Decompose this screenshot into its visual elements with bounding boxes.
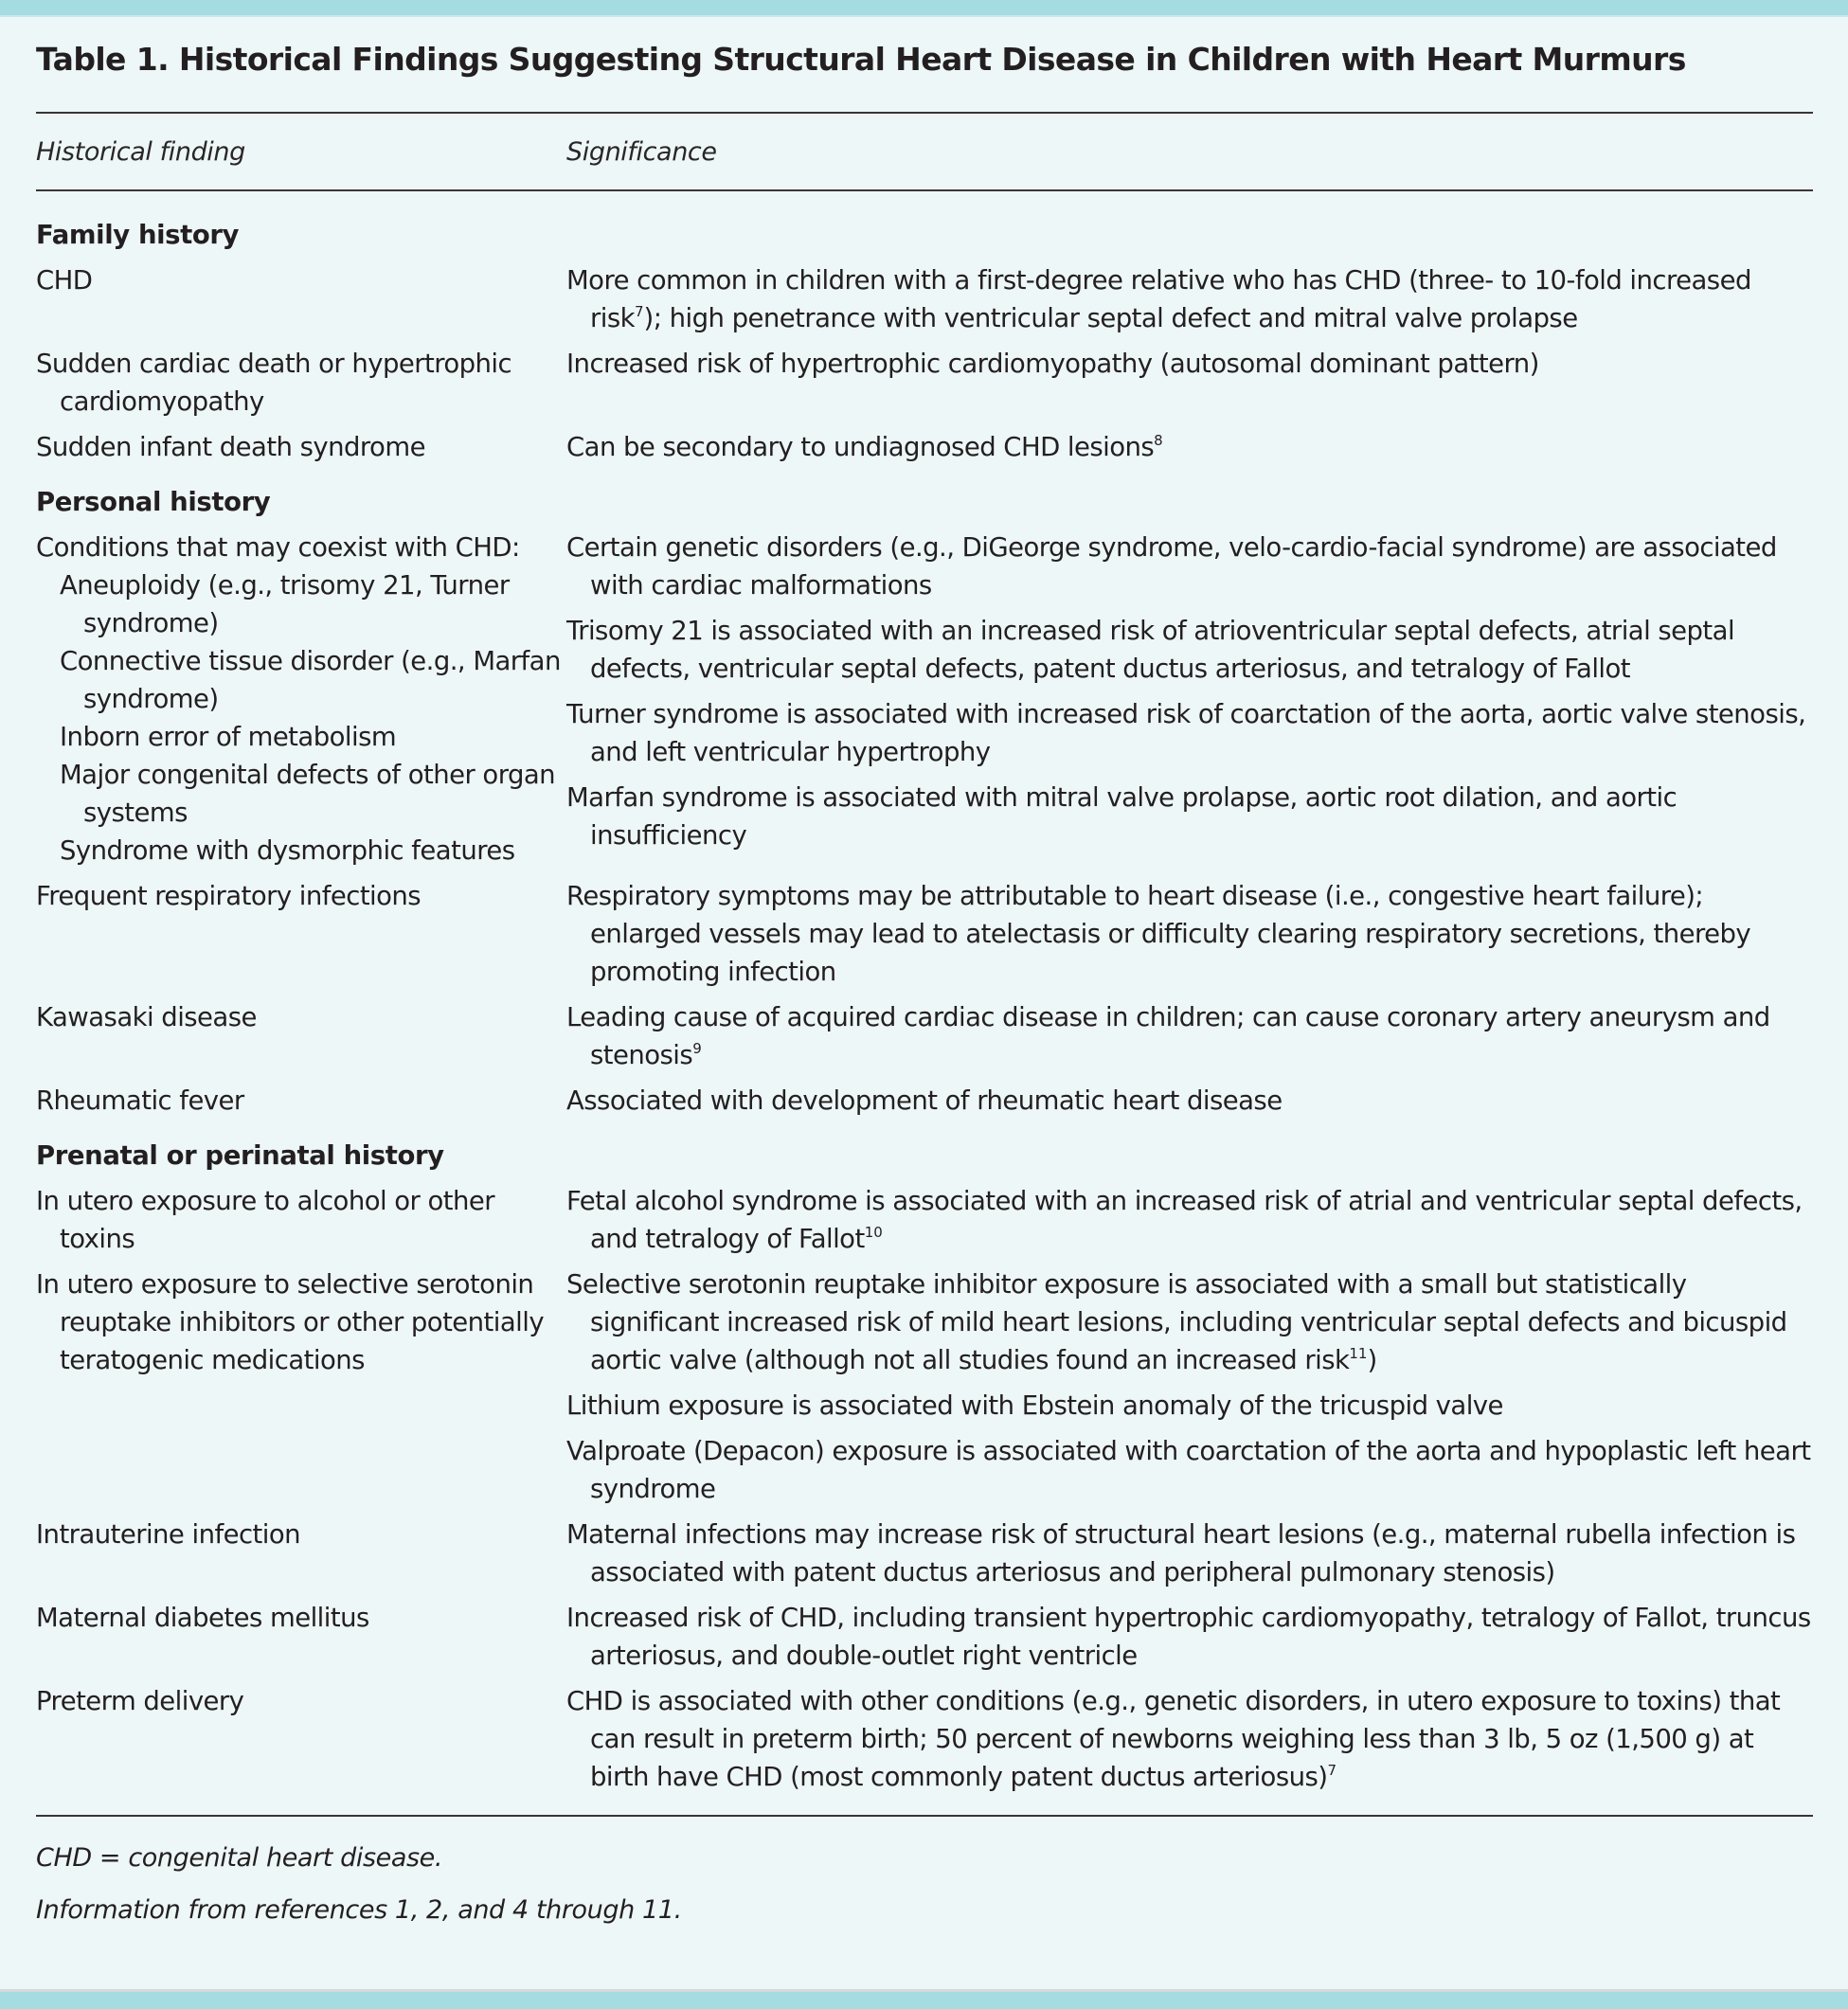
column-header-row bbox=[36, 114, 1813, 189]
significance-cell bbox=[566, 1082, 1813, 1120]
significance-main: Leading cause of acquired cardiac disease in children; can cause coronary artery aneurysm and stenosis bbox=[566, 1002, 1770, 1070]
significance-text bbox=[566, 1682, 1813, 1796]
finding-cell bbox=[36, 1265, 566, 1508]
significance-text bbox=[566, 428, 1813, 466]
significance-cell bbox=[566, 1182, 1813, 1258]
significance-cell bbox=[566, 345, 1813, 421]
section-heading: Personal history bbox=[36, 487, 271, 517]
table-row bbox=[36, 529, 1813, 870]
table-row bbox=[36, 1516, 1813, 1591]
footnote-abbreviation: CHD = congenital heart disease. bbox=[36, 1843, 443, 1873]
significance-main: Valproate (Depacon) exposure is associated with coarctation of the aorta and hypoplastic left heart syndrome bbox=[566, 1436, 1811, 1504]
significance-text bbox=[566, 1432, 1813, 1508]
significance-main: Selective serotonin reuptake inhibitor exposure is associated with a small but statistically significant increased risk of mild heart lesions, including ventricular septal defects and bicuspid aortic valve (although not all studies found an increased risk bbox=[566, 1269, 1787, 1375]
reference-superscript: 7 bbox=[1327, 1762, 1337, 1779]
table-body bbox=[36, 191, 1813, 1796]
finding-cell bbox=[36, 1082, 566, 1120]
significance-main: Respiratory symptoms may be attributable to heart disease (i.e., congestive heart failure); enlarged vessels may lead to atelectasis or difficulty clearing respiratory secretions, thereby promoting infection bbox=[566, 881, 1751, 987]
significance-cell bbox=[566, 1265, 1813, 1508]
significance-main: Trisomy 21 is associated with an increased risk of atrioventricular septal defects, atrial septal defects, ventricular septal defects, patent ductus arteriosus, and tetralogy of Fallot bbox=[566, 616, 1735, 684]
significance-cell bbox=[566, 1682, 1813, 1796]
significance-main: More common in children with a first-degree relative who has CHD (three- to 10-fold increased risk bbox=[566, 265, 1751, 333]
significance-text bbox=[566, 1516, 1813, 1591]
finding-text: Frequent respiratory infections bbox=[36, 881, 422, 911]
table-row bbox=[36, 261, 1813, 337]
finding-cell bbox=[36, 1182, 566, 1258]
significance-text bbox=[566, 779, 1813, 854]
significance-text bbox=[566, 529, 1813, 604]
significance-main: Associated with development of rheumatic heart disease bbox=[566, 1085, 1283, 1116]
finding-text: Preterm delivery bbox=[36, 1686, 244, 1716]
finding-cell bbox=[36, 1599, 566, 1675]
significance-main: Lithium exposure is associated with Ebstein anomaly of the tricuspid valve bbox=[566, 1390, 1503, 1421]
significance-main: Turner syndrome is associated with increased risk of coarctation of the aorta, aortic valve stenosis, and left ventricular hypertrophy bbox=[566, 699, 1806, 767]
significance-cell bbox=[566, 998, 1813, 1074]
significance-cell bbox=[566, 1516, 1813, 1591]
finding-cell bbox=[36, 345, 566, 421]
finding-text: Kawasaki disease bbox=[36, 1002, 257, 1032]
finding-cell bbox=[36, 529, 566, 870]
significance-text bbox=[566, 1082, 1813, 1120]
significance-text bbox=[566, 1182, 1813, 1258]
table-row bbox=[36, 345, 1813, 421]
finding-text: Maternal diabetes mellitus bbox=[36, 1603, 369, 1633]
reference-superscript: 7 bbox=[635, 303, 644, 320]
significance-text bbox=[566, 345, 1813, 383]
significance-text bbox=[566, 877, 1813, 991]
significance-trailing: ); high penetrance with ventricular septal defect and mitral valve prolapse bbox=[643, 303, 1578, 333]
section-heading: Family history bbox=[36, 220, 240, 250]
finding-text: Sudden infant death syndrome bbox=[36, 432, 425, 462]
significance-main: Increased risk of CHD, including transient hypertrophic cardiomyopathy, tetralogy of Fallot, truncus arteriosus, and double-outlet right ventricle bbox=[566, 1603, 1811, 1671]
column-header-significance: Significance bbox=[566, 136, 717, 167]
table-row bbox=[36, 1082, 1813, 1120]
finding-text: Sudden cardiac death or hypertrophic cardiomyopathy bbox=[36, 349, 512, 417]
finding-text: In utero exposure to alcohol or other toxins bbox=[36, 1186, 494, 1254]
subfinding-text: Inborn error of metabolism bbox=[60, 722, 397, 752]
subfinding-text: Syndrome with dysmorphic features bbox=[60, 835, 515, 866]
significance-cell bbox=[566, 428, 1813, 466]
table-row bbox=[36, 428, 1813, 466]
significance-cell bbox=[566, 877, 1813, 991]
table-row bbox=[36, 998, 1813, 1074]
finding-cell bbox=[36, 1682, 566, 1796]
top-decorative-band bbox=[0, 0, 1848, 17]
significance-main: Can be secondary to undiagnosed CHD lesions bbox=[566, 432, 1155, 462]
table-row bbox=[36, 1599, 1813, 1675]
finding-text: Conditions that may coexist with CHD: bbox=[36, 532, 520, 563]
reference-superscript: 11 bbox=[1349, 1345, 1368, 1362]
table-figure bbox=[36, 38, 1813, 1929]
significance-cell bbox=[566, 261, 1813, 337]
significance-trailing: ) bbox=[1367, 1345, 1377, 1375]
significance-text bbox=[566, 1265, 1813, 1379]
significance-main: Marfan syndrome is associated with mitral valve prolapse, aortic root dilation, and aortic insufficiency bbox=[566, 782, 1678, 851]
significance-cell bbox=[566, 529, 1813, 870]
column-header-finding: Historical finding bbox=[36, 136, 245, 167]
significance-main: Maternal infections may increase risk of structural heart lesions (e.g., maternal rubella infection is associated with patent ductus arteriosus and peripheral pulmonary stenosis) bbox=[566, 1519, 1796, 1587]
bottom-decorative-band bbox=[0, 1989, 1848, 2009]
finding-cell bbox=[36, 877, 566, 991]
significance-text bbox=[566, 695, 1813, 771]
significance-text bbox=[566, 612, 1813, 688]
table-row bbox=[36, 877, 1813, 991]
reference-superscript: 9 bbox=[692, 1040, 702, 1057]
table-row bbox=[36, 1182, 1813, 1258]
significance-text bbox=[566, 261, 1813, 337]
significance-main: Fetal alcohol syndrome is associated with an increased risk of atrial and ventricular septal defects, and tetralogy of Fallot bbox=[566, 1186, 1803, 1254]
footnote-source: Information from references 1, 2, and 4 through 11. bbox=[36, 1895, 682, 1925]
significance-main: Increased risk of hypertrophic cardiomyopathy (autosomal dominant pattern) bbox=[566, 349, 1539, 379]
section-heading: Prenatal or perinatal history bbox=[36, 1140, 444, 1171]
subfinding-text: Major congenital defects of other organ systems bbox=[60, 760, 556, 828]
significance-text bbox=[566, 1387, 1813, 1425]
finding-text: In utero exposure to selective serotonin reuptake inhibitors or other potentially teratogenic medications bbox=[36, 1269, 545, 1375]
table-row bbox=[36, 1265, 1813, 1508]
finding-cell bbox=[36, 428, 566, 466]
table-row bbox=[36, 1682, 1813, 1796]
significance-cell bbox=[566, 1599, 1813, 1675]
finding-text: CHD bbox=[36, 265, 93, 296]
finding-text: Rheumatic fever bbox=[36, 1085, 244, 1116]
significance-text bbox=[566, 998, 1813, 1074]
significance-text bbox=[566, 1599, 1813, 1675]
finding-text: Intrauterine infection bbox=[36, 1519, 301, 1550]
reference-superscript: 8 bbox=[1154, 432, 1163, 449]
significance-main: CHD is associated with other conditions (e.g., genetic disorders, in utero exposure to toxins) that can result in preterm birth; 50 percent of newborns weighing less than 3 lb, 5 oz (1,500 g) at birth have CHD (most commonly patent ductus arteriosus) bbox=[566, 1686, 1781, 1792]
finding-cell bbox=[36, 998, 566, 1074]
significance-main: Certain genetic disorders (e.g., DiGeorge syndrome, velo-cardio-facial syndrome) are associated with cardiac malformations bbox=[566, 532, 1777, 601]
finding-cell bbox=[36, 1516, 566, 1591]
finding-cell bbox=[36, 261, 566, 337]
subfinding-text: Connective tissue disorder (e.g., Marfan syndrome) bbox=[60, 646, 561, 714]
table-title: Table 1. Historical Findings Suggesting Structural Heart Disease in Children with Heart Murmurs bbox=[36, 41, 1686, 78]
reference-superscript: 10 bbox=[864, 1224, 883, 1241]
subfinding-text: Aneuploidy (e.g., trisomy 21, Turner syndrome) bbox=[60, 570, 510, 638]
bottom-rule bbox=[36, 1815, 1813, 1817]
